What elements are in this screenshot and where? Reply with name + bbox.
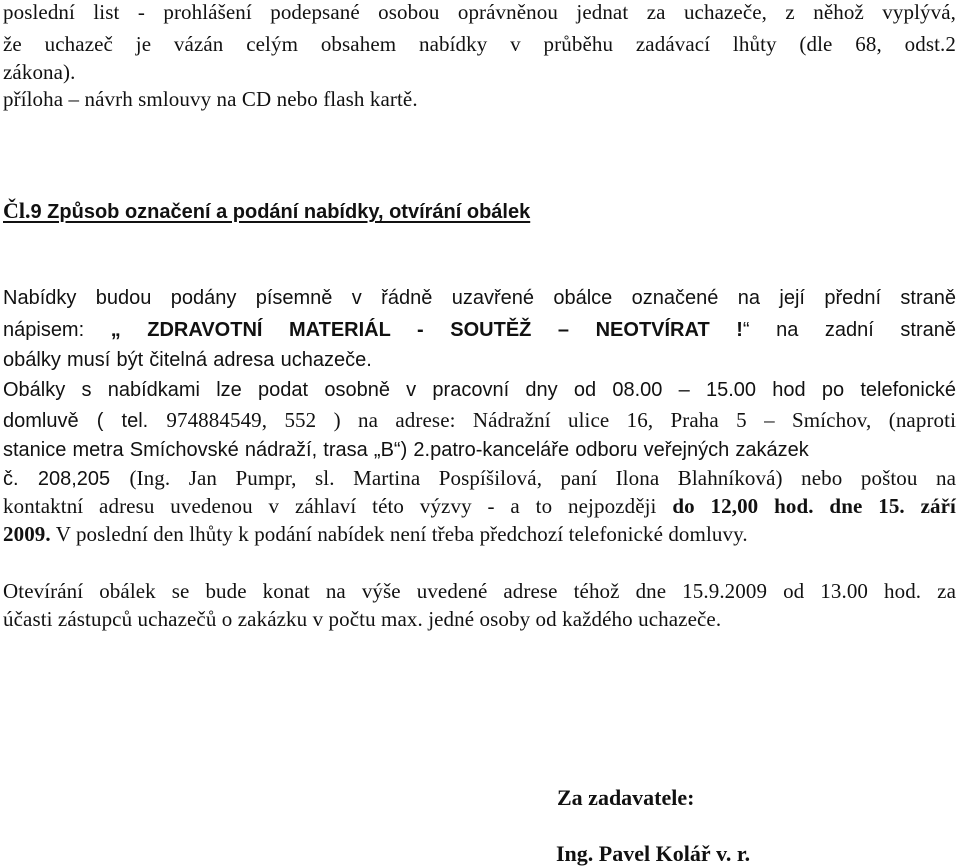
- para2-line-1: Otevírání obálek se bude konat na výše uvedené adrese téhož dne 15.9.2009 od 13.00 hod. za: [3, 579, 956, 603]
- intro-line-4: příloha – návrh smlouvy na CD nebo flash kartě.: [3, 87, 418, 111]
- para1-line-9: [3, 524, 956, 545]
- para2-line-2: účasti zástupců uchazečů o zakázku v počtu max. jedné osoby od každého uchazeče.: [3, 607, 722, 631]
- para1-line-1: Nabídky budou podány písemně v řádně uzavřené obálce označené na její přední straně: [3, 287, 956, 309]
- para1-line-6: [3, 440, 956, 460]
- intro-line-2: že uchazeč je vázán celým obsahem nabídky v průběhu zadávací lhůty (dle 68, odst.2: [3, 32, 956, 56]
- para1-line-5: [3, 410, 956, 431]
- para1-line-6-rest: 2.patro-kanceláře odboru veřejných zakázek: [413, 439, 809, 461]
- para1-line-5-sans: domluvě ( tel.: [3, 410, 167, 432]
- para1-line-6-sans: stanice metra Smíchovské nádraží, trasa „B“): [3, 439, 414, 461]
- intro-line-1: poslední list - prohlášení podepsané osobou oprávněnou jednat za uchazeče, z něhož vyplývá,: [3, 0, 956, 24]
- section-heading-title: 9 Způsob označení a podání nabídky, otvírání obálek: [30, 201, 531, 223]
- signature-label: Za zadavatele:: [557, 785, 695, 810]
- para1-line-7-serif: (Ing. Jan Pumpr, sl. Martina Pospíšilová, paní Ilona Blahníková) nebo poštou na: [129, 466, 956, 490]
- intro-line-3: zákona).: [3, 60, 76, 84]
- para1-line-2-tail: “ na zadní straně: [742, 319, 956, 341]
- para1-line-3: obálky musí být čitelná adresa uchazeče.: [3, 349, 372, 371]
- para1-line-9-tail: V poslední den lhůty k podání nabídek není třeba předchozí telefonické domluvy.: [50, 522, 748, 546]
- label-text: „ ZDRAVOTNÍ MATERIÁL - SOUTĚŽ – NEOTVÍRAT !: [110, 319, 743, 341]
- para1-line-2-lead: nápisem:: [3, 319, 111, 341]
- section-heading: [3, 200, 956, 222]
- para1-line-7: [3, 468, 956, 489]
- para1-line-7-sans: č. 208,205: [3, 468, 130, 490]
- para1-line-8: [3, 496, 956, 517]
- para1-line-5-serif: 974884549, 552 ) na adrese: Nádražní ulice 16, Praha 5 – Smíchov, (naproti: [166, 408, 956, 432]
- section-heading-prefix: Čl.: [3, 198, 31, 223]
- deadline-year: 2009.: [3, 522, 51, 546]
- signature-name: Ing. Pavel Kolář v. r.: [556, 841, 751, 866]
- para1-line-2: [3, 320, 956, 340]
- deadline-text: do 12,00 hod. dne 15. září: [672, 494, 956, 518]
- para1-line-8-lead: kontaktní adresu uvedenou v záhlaví této výzvy - a to nejpozději: [3, 494, 673, 518]
- para1-line-4: Obálky s nabídkami lze podat osobně v pracovní dny od 08.00 – 15.00 hod po telefonické: [3, 379, 956, 401]
